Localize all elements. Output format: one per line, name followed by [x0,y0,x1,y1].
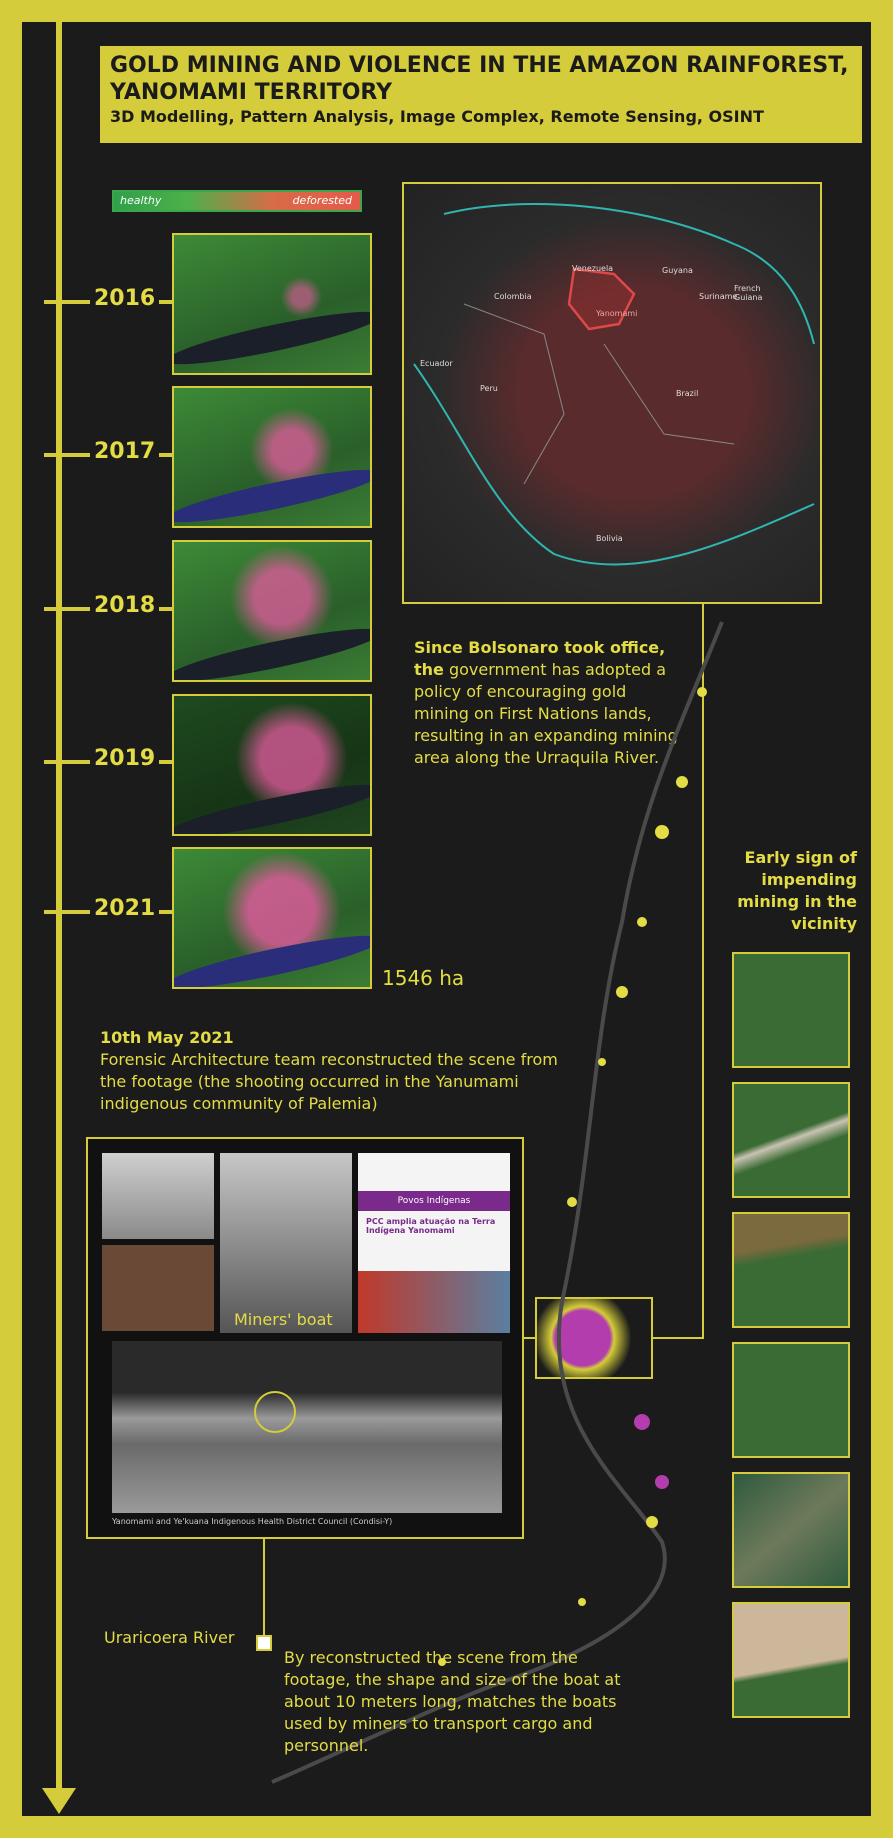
year-2021: 2021 [90,896,159,921]
amazon-map [402,182,822,604]
year-2018: 2018 [90,593,159,618]
title-line-2: YANOMAMI TERRITORY [110,80,393,105]
event-date: 10th May 2021 [100,1028,234,1047]
map-label-guyana: Guyana [662,266,693,275]
policy-text-bold: Since Bolsonaro took office, the [414,638,666,679]
map-label-ecuador: Ecuador [420,359,453,368]
timeline-line [56,22,62,1792]
infographic-frame [22,22,871,1816]
miners-boat-label: Miners' boat [234,1310,333,1329]
river-and-mining-marks [122,602,842,1802]
map-label-bolivia: Bolivia [596,534,623,543]
subtitle: 3D Modelling, Pattern Analysis, Image Complex, Remote Sensing, OSINT [110,107,764,126]
policy-text-rest: government has adopted a policy of encouraging gold mining on First Nations lands, resulting in an expanding mining area along the Urraquila River. [414,660,678,767]
news-header: Povos Indígenas [358,1191,510,1211]
conclusion-text: By reconstructed the scene from the footage, the shape and size of the boat at about 10 meters long, matches the boats used by miners to transport cargo and personnel. [284,1648,621,1755]
legend-healthy-label: healthy [120,194,162,207]
satellite-image-2016 [172,233,372,375]
footage-credit: Yanomami and Ye'kuana Indigenous Health District Council (Condisi-Y) [112,1517,393,1526]
map-label-brazil: Brazil [676,389,699,398]
map-label-suriname: Suriname [699,292,738,301]
map-label-french-guiana: French Guiana [734,284,763,302]
title-box [100,46,862,143]
legend-deforested-label: deforested [292,194,352,207]
map-label-venezuela: Venezuela [572,264,614,273]
map-label-peru: Peru [480,384,498,393]
deforestation-legend [112,190,362,212]
title-line-1: GOLD MINING AND VIOLENCE IN THE AMAZON RAINFOREST, [110,53,849,78]
map-label-yanomami: Yanomami [596,309,638,318]
event-description: Forensic Architecture team reconstructed the scene from the footage (the shooting occurred in the Yanumami indigenous community of Palemia) [100,1050,558,1113]
news-headline: PCC amplia atuação na Terra Indígena Yanomami [366,1217,496,1235]
year-2017: 2017 [90,439,159,464]
timeline-arrow-icon [42,1788,76,1814]
year-2019: 2019 [90,746,159,771]
year-2016: 2016 [90,286,159,311]
river-label: Uraricoera River [104,1628,235,1647]
area-label: 1546 ha [382,966,465,990]
satellite-image-2017 [172,386,372,528]
map-label-colombia: Colombia [494,292,532,301]
early-sign-heading: Early sign of impending mining in the vicinity [737,848,857,933]
